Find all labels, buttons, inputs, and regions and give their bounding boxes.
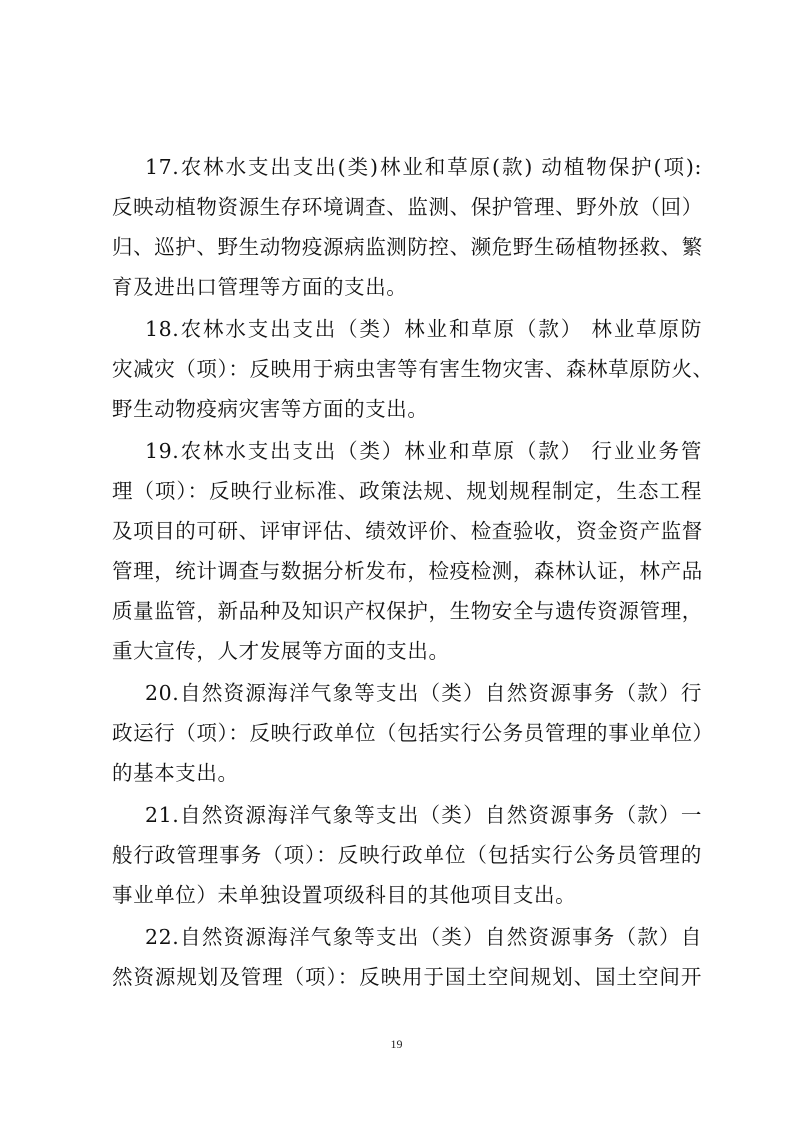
paragraph-19-line-3: 及项目的可研、评审评估、绩效评价、检查验收，资金资产监督 (112, 519, 703, 543)
paragraph-17-line-4: 育及进出口管理等方面的支出。 (112, 275, 408, 299)
paragraph-22-line-1: 22.自然资源海洋气象等支出（类）自然资源事务（款）自 (145, 925, 702, 949)
paragraph-18-line-3: 野生动物疫病灾害等方面的支出。 (112, 397, 429, 421)
paragraph-19-line-5: 质量监管，新品种及知识产权保护，生物安全与遗传资源管理， (112, 599, 703, 623)
paragraph-18-line-2: 灾减灾（项）：反映用于病虫害等有害生物灾害、森林草原防火、 (112, 357, 714, 381)
paragraph-20-line-2: 政运行（项）：反映行政单位（包括实行公务员管理的事业单位） (112, 721, 714, 745)
paragraph-19-line-2: 理（项）：反映行业标准、政策法规、规划规程制定，生态工程 (112, 479, 702, 503)
paragraph-21-line-3: 事业单位）未单独设置项级科目的其他项目支出。 (112, 883, 577, 907)
paragraph-20-line-1: 20.自然资源海洋气象等支出（类）自然资源事务（款）行 (145, 681, 702, 705)
paragraph-19-line-4: 管理，统计调查与数据分析发布，检疫检测，森林认证，林产品 (112, 559, 703, 583)
paragraph-17-line-1: 17.农林水支出支出(类)林业和草原(款) 动植物保护(项): (145, 155, 702, 179)
paragraph-18-line-1: 18.农林水支出支出（类）林业和草原（款） 林业草原防 (145, 317, 702, 341)
paragraph-21-line-1: 21.自然资源海洋气象等支出（类）自然资源事务（款）一 (145, 803, 702, 827)
paragraph-19-line-1: 19.农林水支出支出（类）林业和草原（款） 行业业务管 (145, 439, 702, 463)
paragraph-17-line-2: 反映动植物资源生存环境调查、监测、保护管理、野外放（回） (112, 195, 703, 219)
paragraph-21-line-2: 般行政管理事务（项）：反映行政单位（包括实行公务员管理的 (112, 843, 702, 867)
page-number: 19 (390, 1037, 403, 1051)
paragraph-20-line-3: 的基本支出。 (112, 761, 239, 785)
paragraph-19-line-6: 重大宣传，人才发展等方面的支出。 (112, 639, 450, 663)
paragraph-17-line-3: 归、巡护、野生动物疫源病监测防控、濒危野生砀植物拯救、繁 (112, 235, 703, 259)
paragraph-22-line-2: 然资源规划及管理（项）：反映用于国土空间规划、国土空间开 (112, 965, 702, 989)
